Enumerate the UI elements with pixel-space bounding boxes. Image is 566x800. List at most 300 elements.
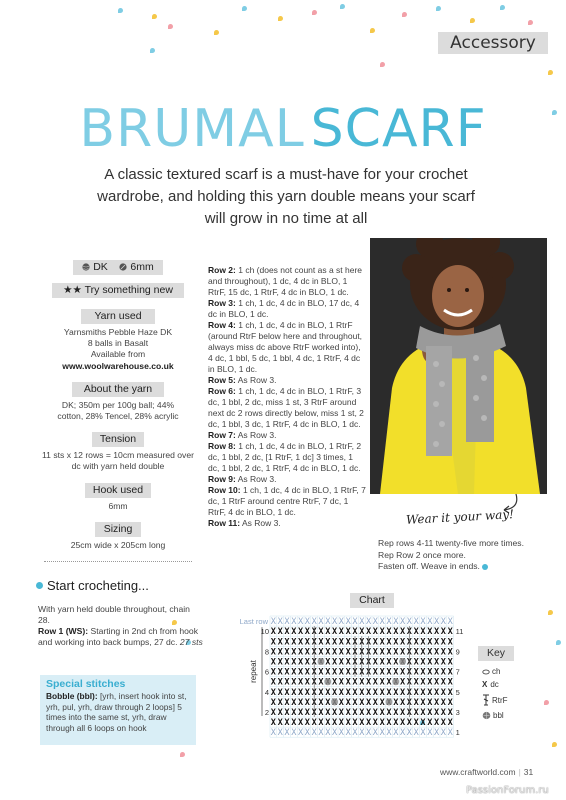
chart-stitch: X (400, 667, 406, 678)
yarn-weight: DK (93, 261, 108, 273)
chart-stitch: X (359, 637, 365, 648)
watermark: PassionForum.ru (466, 785, 549, 796)
chart-stitch: X (338, 728, 344, 739)
chart-stitch: X (386, 728, 392, 739)
row-1-sts: 27 sts (179, 637, 203, 647)
key-item-ch (482, 665, 514, 678)
chart-stitch: X (366, 677, 372, 688)
pattern-row-label: Row 9: (208, 474, 236, 484)
yarn-quantity: 8 balls in Basalt (87, 338, 149, 349)
chart-stitch: X (447, 718, 453, 729)
chart-stitch: X (372, 697, 378, 708)
chart-stitch: X (284, 677, 290, 688)
chart-stitch: X (338, 637, 344, 648)
chart-stitch: X (359, 667, 365, 678)
row-number: 6 (264, 667, 269, 677)
chart-stitch: X (284, 657, 290, 668)
standfirst: A classic textured scarf is a must-have for your crochet wardrobe, and holding this yarn double means your scarf will grow in no time at all (97, 166, 475, 227)
tension-text: 11 sts x 12 rows = 10cm measured over dc with yarn held double (42, 450, 194, 472)
chart-stitch: X (359, 627, 365, 638)
key-item-rtrf (482, 691, 514, 709)
chart-stitch: X (434, 687, 440, 698)
chart-stitch: X (284, 667, 290, 678)
chart-stitch: X (427, 647, 433, 658)
chart-stitch: X (406, 657, 412, 668)
chart-stitch: X (379, 627, 385, 638)
chart-stitch: X (277, 667, 283, 678)
chart-stitch: X (379, 697, 385, 708)
chart-stitch: X (434, 697, 440, 708)
chart-stitch: X (291, 708, 297, 718)
chart-stitch: X (298, 647, 304, 658)
chart-stitch: X (427, 667, 433, 678)
pattern-row-text: As Row 3. (235, 430, 277, 440)
chart-stitch: X (447, 708, 453, 718)
chart-bobble (318, 658, 325, 665)
chart-stitch: X (379, 677, 385, 688)
chart-stitch: X (298, 617, 304, 628)
chart-stitch: X (332, 677, 338, 688)
chart-stitch: X (298, 677, 304, 688)
wear-caption: Wear it your way! (405, 507, 515, 527)
special-stitches-box (40, 675, 196, 745)
chart-stitch: X (372, 617, 378, 628)
difficulty-stars: ★★ (63, 284, 82, 296)
chart-stitch: X (440, 657, 446, 668)
pattern-row-label: Row 11: (208, 518, 241, 528)
chart-stitch: X (352, 697, 358, 708)
chart-stitch: X (393, 708, 399, 718)
chart-stitch: X (434, 667, 440, 678)
chart-stitch: X (284, 687, 290, 698)
chart-stitch: X (284, 728, 290, 739)
chart-stitch: X (379, 647, 385, 658)
chart-stitch: X (420, 697, 426, 708)
bobble-symbol-icon (482, 711, 491, 720)
chart-stitch: X (400, 677, 406, 688)
chart-stitch: X (440, 708, 446, 718)
chart-stitch: X (447, 677, 453, 688)
page-title (0, 98, 566, 160)
chart-stitch: X (345, 687, 351, 698)
row-number: 8 (264, 647, 269, 657)
finishing-line: Rep rows 4-11 twenty-five more times. (378, 538, 524, 548)
chart-stitch: X (434, 617, 440, 628)
chart-stitch: X (284, 627, 290, 638)
about-yarn-section (34, 382, 202, 422)
chart-bobble (399, 658, 406, 665)
chart-stitch: X (400, 627, 406, 638)
model-photo (370, 238, 547, 494)
pattern-row-label: Row 10: (208, 485, 241, 495)
pattern-row (208, 441, 366, 474)
chart-stitch: X (406, 687, 412, 698)
chart-stitch: X (359, 687, 365, 698)
yarn-ball-icon (82, 263, 90, 271)
pattern-row-text: 1 ch (does not count as a st here and throughout), 1 dc, 4 dc in BLO, 1 RtrF, 15 dc, 1 RtrF, 4 dc in BLO, 1 dc. (208, 265, 363, 297)
chart-stitch: X (284, 708, 290, 718)
chart-stitch: X (304, 617, 310, 628)
chart-stitch: X (325, 647, 331, 658)
chart-stitch: X (352, 677, 358, 688)
sizing-section (34, 522, 202, 551)
chart-stitch: X (427, 657, 433, 668)
chart-stitch: X (270, 657, 276, 668)
chart-stitch: X (440, 627, 446, 638)
chart-stitch: X (298, 667, 304, 678)
footer-site-link[interactable]: www.craftworld.com (440, 767, 516, 777)
chart-stitch: X (413, 708, 419, 718)
chart-stitch: X (311, 617, 317, 628)
chart-stitch: X (420, 647, 426, 658)
chart-bobble (392, 678, 399, 685)
special-stitches-text (46, 691, 190, 734)
chart-stitch: X (440, 697, 446, 708)
chart-stitch: X (352, 728, 358, 739)
page-footer (440, 767, 533, 777)
repeat-label: repeat (249, 660, 258, 683)
pattern-row (208, 375, 366, 386)
model-illustration (370, 238, 547, 494)
chart-stitch: X (291, 627, 297, 638)
chart-stitch: X (393, 697, 399, 708)
pattern-row (208, 518, 366, 529)
chart-stitch: X (366, 637, 372, 648)
chart-stitch: X (318, 697, 324, 708)
dotted-divider (44, 561, 192, 562)
chart-stitch: X (413, 637, 419, 648)
chart-stitch: X (284, 718, 290, 729)
chart-stitch: X (352, 627, 358, 638)
yarn-availability: Available from (90, 349, 146, 360)
chart-stitch: X (440, 687, 446, 698)
chart-stitch: X (277, 728, 283, 739)
chart-stitch: X (325, 657, 331, 668)
chart-stitch: X (325, 728, 331, 739)
chart-stitch: X (427, 617, 433, 628)
chart-stitch: X (359, 708, 365, 718)
chart-stitch: X (400, 687, 406, 698)
chart-stitch: X (277, 637, 283, 648)
chart-stitch: X (406, 617, 412, 628)
yarn-used-info (34, 327, 202, 372)
chart-stitch: X (420, 627, 426, 638)
chart-stitch: X (332, 687, 338, 698)
chart-stitch: X (434, 647, 440, 658)
chart-stitch: X (304, 728, 310, 739)
chart-stitch: X (413, 647, 419, 658)
chart-stitch: X (420, 708, 426, 718)
chart-stitch: X (270, 687, 276, 698)
chart-stitch: X (413, 718, 419, 729)
chart-stitch: X (345, 667, 351, 678)
chart-stitch: X (304, 657, 310, 668)
row-number: 3 (455, 708, 460, 717)
finishing-line-text: Fasten off. Weave in ends. (378, 561, 480, 571)
chart-stitch: X (420, 728, 426, 739)
chart-stitch: X (386, 718, 392, 729)
chart-stitch: X (420, 687, 426, 698)
chart-stitch: X (440, 718, 446, 729)
chart-stitch: X (270, 718, 276, 729)
chart-stitch: X (393, 657, 399, 668)
chart-stitch: X (277, 657, 283, 668)
chart-stitch: X (311, 728, 317, 739)
finishing-instructions (378, 538, 553, 573)
chart-stitch: X (291, 677, 297, 688)
chart-stitch: X (386, 667, 392, 678)
chart-stitch: X (311, 667, 317, 678)
pattern-row-label: Row 4: (208, 320, 236, 330)
tension-heading: Tension (92, 432, 144, 447)
start-heading (36, 578, 149, 593)
chart-stitch: X (400, 718, 406, 729)
yarn-used-heading: Yarn used (81, 309, 155, 324)
chart-stitch: X (345, 697, 351, 708)
chart-stitch: X (304, 687, 310, 698)
chart-stitch: X (413, 687, 419, 698)
chart-stitch: X (427, 627, 433, 638)
chart-stitch: X (359, 728, 365, 739)
chart-stitch: X (420, 718, 426, 729)
chart-stitch: X (420, 617, 426, 628)
chart-stitch: X (352, 708, 358, 718)
chart-stitch: X (379, 687, 385, 698)
chart-stitch: X (304, 708, 310, 718)
yarn-name: Yarnsmiths Pebble Haze DK (63, 327, 173, 337)
rtrf-symbol-icon (482, 693, 490, 707)
chart-stitch: X (434, 627, 440, 638)
chart-stitch: X (393, 617, 399, 628)
chart-stitch: X (359, 697, 365, 708)
chart-stitch: X (352, 718, 358, 729)
chart-stitch: X (352, 687, 358, 698)
chart-stitch: X (406, 697, 412, 708)
stitch-chart-svg (230, 612, 480, 747)
chart-stitch: X (291, 728, 297, 739)
chart-stitch: X (386, 677, 392, 688)
chart-stitch: X (304, 627, 310, 638)
chart-stitch: X (284, 647, 290, 658)
chart-stitch: X (311, 627, 317, 638)
tension-section (34, 432, 202, 472)
dc-symbol-icon: X (482, 680, 488, 689)
chart-stitch: X (440, 667, 446, 678)
yarn-used-section (34, 309, 202, 372)
chart-stitch: X (277, 697, 283, 708)
chart-stitch: X (420, 677, 426, 688)
chart-stitch: X (420, 657, 426, 668)
chart-stitch: X (400, 617, 406, 628)
chart-stitch: X (284, 637, 290, 648)
chart-stitch: X (345, 728, 351, 739)
pattern-row-label: Row 8: (208, 441, 236, 451)
finishing-line: Rep Row 2 once more. (378, 549, 466, 560)
hook-icon (119, 263, 127, 271)
chart-stitch: X (345, 657, 351, 668)
chart-stitch: X (318, 708, 324, 718)
chart-stitch: X (372, 718, 378, 729)
pattern-row-label: Row 2: (208, 265, 236, 275)
chart-stitch: X (440, 617, 446, 628)
chart-stitch: X (304, 677, 310, 688)
pattern-row-label: Row 3: (208, 298, 236, 308)
chart-stitch: X (311, 718, 317, 729)
chart-stitch: X (400, 728, 406, 739)
pattern-row-text: 1 ch, 1 dc, 4 dc in BLO, 1 RtrF, 7 dc, 1 RtrF around centre RtrF, 7 dc, 1 RtrF, 4 dc in BLO, 1 dc. (208, 485, 366, 517)
hook-used-value: 6mm (108, 500, 128, 511)
chart-stitch: X (270, 627, 276, 638)
key-label: ch (492, 667, 501, 676)
chart-stitch: X (427, 708, 433, 718)
chart-stitch: X (284, 697, 290, 708)
chart-stitch: X (447, 637, 453, 648)
bullet-icon (36, 582, 43, 589)
chart-stitch: X (352, 637, 358, 648)
chart-stitch: X (318, 728, 324, 739)
chart-stitch: X (393, 667, 399, 678)
chart-stitch: X (393, 627, 399, 638)
chart-stitch: X (447, 728, 453, 739)
chart-stitch: X (338, 667, 344, 678)
chart-stitch: X (406, 647, 412, 658)
chart-stitch: X (447, 687, 453, 698)
pattern-row (208, 474, 366, 485)
chart-stitch: X (359, 617, 365, 628)
chart-stitch: X (332, 617, 338, 628)
chart-stitch: X (345, 677, 351, 688)
chart-stitch: X (345, 637, 351, 648)
chart-stitch: X (386, 657, 392, 668)
chart-stitch: X (338, 697, 344, 708)
chart-stitch: X (291, 637, 297, 648)
key-heading: Key (478, 646, 514, 661)
chart-stitch: X (298, 657, 304, 668)
chart-stitch: X (332, 627, 338, 638)
chart-stitch: X (318, 647, 324, 658)
chart-stitch: X (338, 617, 344, 628)
chart-stitch: X (393, 637, 399, 648)
chart-stitch: X (359, 657, 365, 668)
chart-stitch: X (366, 728, 372, 739)
chart-stitch: X (325, 708, 331, 718)
pattern-row-text: As Row 3. (235, 474, 277, 484)
chart-stitch: X (372, 647, 378, 658)
chart-stitch: X (304, 697, 310, 708)
sizing-heading: Sizing (95, 522, 141, 537)
chart-stitch: X (270, 697, 276, 708)
chart-stitch: X (447, 657, 453, 668)
chart-stitch: X (406, 627, 412, 638)
chart-stitch: X (366, 697, 372, 708)
chart-stitch: X (304, 647, 310, 658)
chart-stitch: X (311, 687, 317, 698)
start-heading-text: Start crocheting... (47, 578, 149, 593)
chart-stitch: X (379, 718, 385, 729)
chart-stitch: X (440, 637, 446, 648)
chart-stitch: X (270, 677, 276, 688)
chart-stitch: X (447, 617, 453, 628)
chart-stitch: X (420, 667, 426, 678)
chart-stitch: X (345, 708, 351, 718)
chart-stitch: X (298, 697, 304, 708)
chart-stitch: X (270, 667, 276, 678)
chart-stitch: X (298, 708, 304, 718)
chart-stitch: X (270, 728, 276, 739)
pattern-row-text: 1 ch, 1 dc, 4 dc in BLO, 17 dc, 4 dc in BLO, 1 dc. (208, 298, 360, 319)
chart-stitch: X (386, 637, 392, 648)
info-column (34, 260, 202, 574)
chart-bobble (324, 678, 331, 685)
title-word-1: BRUMAL (79, 99, 305, 159)
chart-stitch: X (311, 657, 317, 668)
chart-stitch: X (270, 637, 276, 648)
chart-stitch: X (366, 627, 372, 638)
chart-stitch: X (338, 677, 344, 688)
specs-pill (73, 260, 163, 275)
chart-stitch: X (311, 647, 317, 658)
chart-stitch: X (420, 637, 426, 648)
chart-stitch: X (304, 637, 310, 648)
hook-size: 6mm (130, 261, 154, 273)
chart-stitch: X (311, 697, 317, 708)
chart-stitch: X (386, 627, 392, 638)
pattern-row-label: Row 5: (208, 375, 236, 385)
chart-stitch: X (352, 667, 358, 678)
chart-stitch: X (372, 627, 378, 638)
pattern-row-text: As Row 3. (240, 518, 281, 528)
chart-stitch: X (359, 677, 365, 688)
row-1 (38, 626, 203, 648)
chart-stitch: X (332, 647, 338, 658)
sizing-value: 25cm wide x 205cm long (70, 539, 166, 550)
chart-stitch: X (393, 687, 399, 698)
yarn-website-link[interactable]: www.woolwarehouse.co.uk (62, 360, 174, 371)
row-number: 2 (264, 708, 269, 717)
difficulty-pill (52, 283, 184, 298)
chart-stitch: X (277, 617, 283, 628)
footer-separator: | (518, 767, 521, 777)
hook-used-section (34, 483, 202, 512)
pattern-row-text: 1 ch, 1 dc, 4 dc in BLO, 1 RtrF (around RtrF below here and throughout, always miss dc above RtrF worked into), 4 dc, 1 bbl, 5 dc, 1 bbl, 4 dc, 1 RtrF, 4 dc in BLO, 1 dc. (208, 320, 363, 374)
chart-stitch: X (345, 718, 351, 729)
pattern-row (208, 430, 366, 441)
stitch-chart (230, 612, 480, 747)
chart-stitch: X (366, 667, 372, 678)
chain-symbol-icon (482, 669, 490, 675)
chart-stitch: X (413, 728, 419, 739)
chart-stitch: X (366, 708, 372, 718)
row-number: 9 (455, 647, 460, 657)
chart-stitch: X (318, 617, 324, 628)
chart-stitch: X (366, 657, 372, 668)
pattern-row (208, 320, 366, 375)
section-tab: Accessory (438, 32, 548, 54)
chart-stitch: X (447, 647, 453, 658)
chart-stitch: X (325, 627, 331, 638)
chart-stitch: X (291, 667, 297, 678)
chart-stitch: X (427, 697, 433, 708)
chart-stitch: X (386, 647, 392, 658)
chart-stitch: X (379, 708, 385, 718)
row-1-text: Starting in 2nd ch from hook and working into back bumps, 27 dc. (38, 626, 198, 647)
chart-stitch: X (345, 627, 351, 638)
chart-stitch: X (318, 718, 324, 729)
chart-key (478, 646, 514, 722)
chart-stitch: X (332, 718, 338, 729)
chart-stitch: X (440, 647, 446, 658)
chart-stitch: X (325, 617, 331, 628)
